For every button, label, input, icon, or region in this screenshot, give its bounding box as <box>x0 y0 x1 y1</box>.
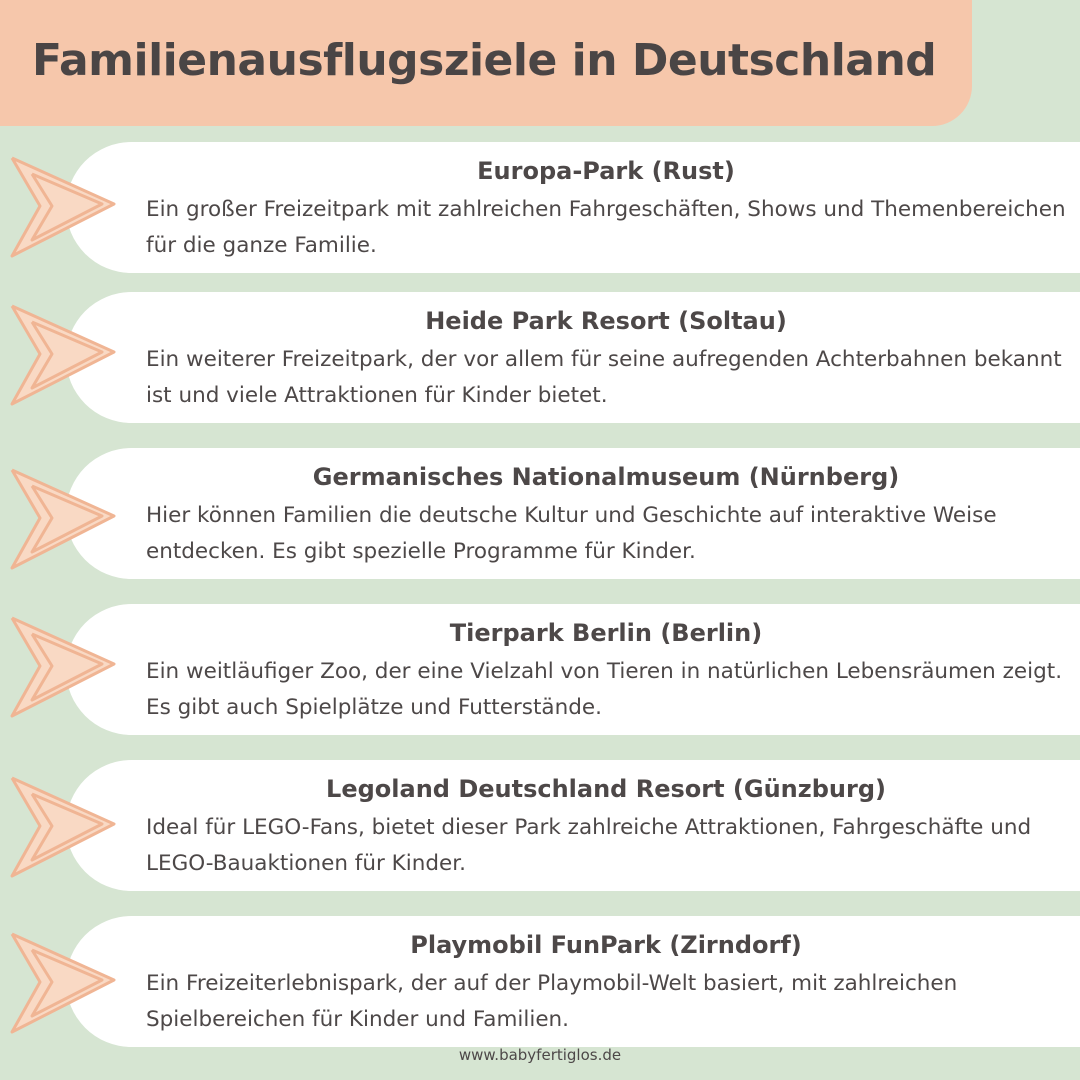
item-description-line: LEGO-Bauaktionen für Kinder. <box>146 851 466 876</box>
item-description-line: Ein weitläufiger Zoo, der eine Vielzahl von Tieren in natürlichen Lebensräumen zeigt. <box>146 659 1063 684</box>
chevron-arrow-icon <box>6 300 124 410</box>
item-description <box>146 810 1080 882</box>
page-title: Familienausflugsziele in Deutschland <box>32 35 937 86</box>
item-description-line: Ein großer Freizeitpark mit zahlreichen Fahrgeschäften, Shows und Themenbereichen <box>146 197 1066 222</box>
item-description <box>146 966 1080 1038</box>
item-title: Legoland Deutschland Resort (Günzburg) <box>326 775 886 803</box>
item-description-line: Ein Freizeiterlebnispark, der auf der Playmobil-Welt basiert, mit zahlreichen <box>146 971 958 996</box>
list-item <box>66 604 1080 735</box>
list-item <box>66 448 1080 579</box>
item-title: Playmobil FunPark (Zirndorf) <box>410 931 802 959</box>
item-title: Tierpark Berlin (Berlin) <box>449 619 763 647</box>
item-description <box>146 654 1080 726</box>
footer-url: www.babyfertiglos.de <box>458 1046 622 1064</box>
list-item <box>66 142 1080 273</box>
item-description-line: Spielbereichen für Kinder und Familien. <box>146 1007 570 1032</box>
item-description-line: für die ganze Familie. <box>146 233 377 258</box>
item-description-line: entdecken. Es gibt spezielle Programme für Kinder. <box>146 539 696 564</box>
chevron-arrow-icon <box>6 152 124 262</box>
chevron-arrow-icon <box>6 612 124 722</box>
item-description <box>146 192 1080 264</box>
item-description <box>146 498 1080 570</box>
item-description-line: Ein weiterer Freizeitpark, der vor allem für seine aufregenden Achterbahnen bekannt <box>146 347 1062 372</box>
item-description-line: ist und viele Attraktionen für Kinder bietet. <box>146 383 608 408</box>
item-description-line: Es gibt auch Spielplätze und Futterstände. <box>146 695 602 720</box>
chevron-arrow-icon <box>6 772 124 882</box>
list-item <box>66 760 1080 891</box>
item-description-line: Ideal für LEGO-Fans, bietet dieser Park zahlreiche Attraktionen, Fahrgeschäfte und <box>146 815 1032 840</box>
header-banner <box>0 0 972 126</box>
chevron-arrow-icon <box>6 928 124 1038</box>
item-description-line: Hier können Familien die deutsche Kultur und Geschichte auf interaktive Weise <box>146 503 997 528</box>
list-item <box>66 292 1080 423</box>
item-title: Heide Park Resort (Soltau) <box>425 307 787 335</box>
chevron-arrow-icon <box>6 464 124 574</box>
list-item <box>66 916 1080 1047</box>
item-description <box>146 342 1080 414</box>
item-title: Germanisches Nationalmuseum (Nürnberg) <box>312 463 900 491</box>
item-title: Europa-Park (Rust) <box>477 157 735 185</box>
